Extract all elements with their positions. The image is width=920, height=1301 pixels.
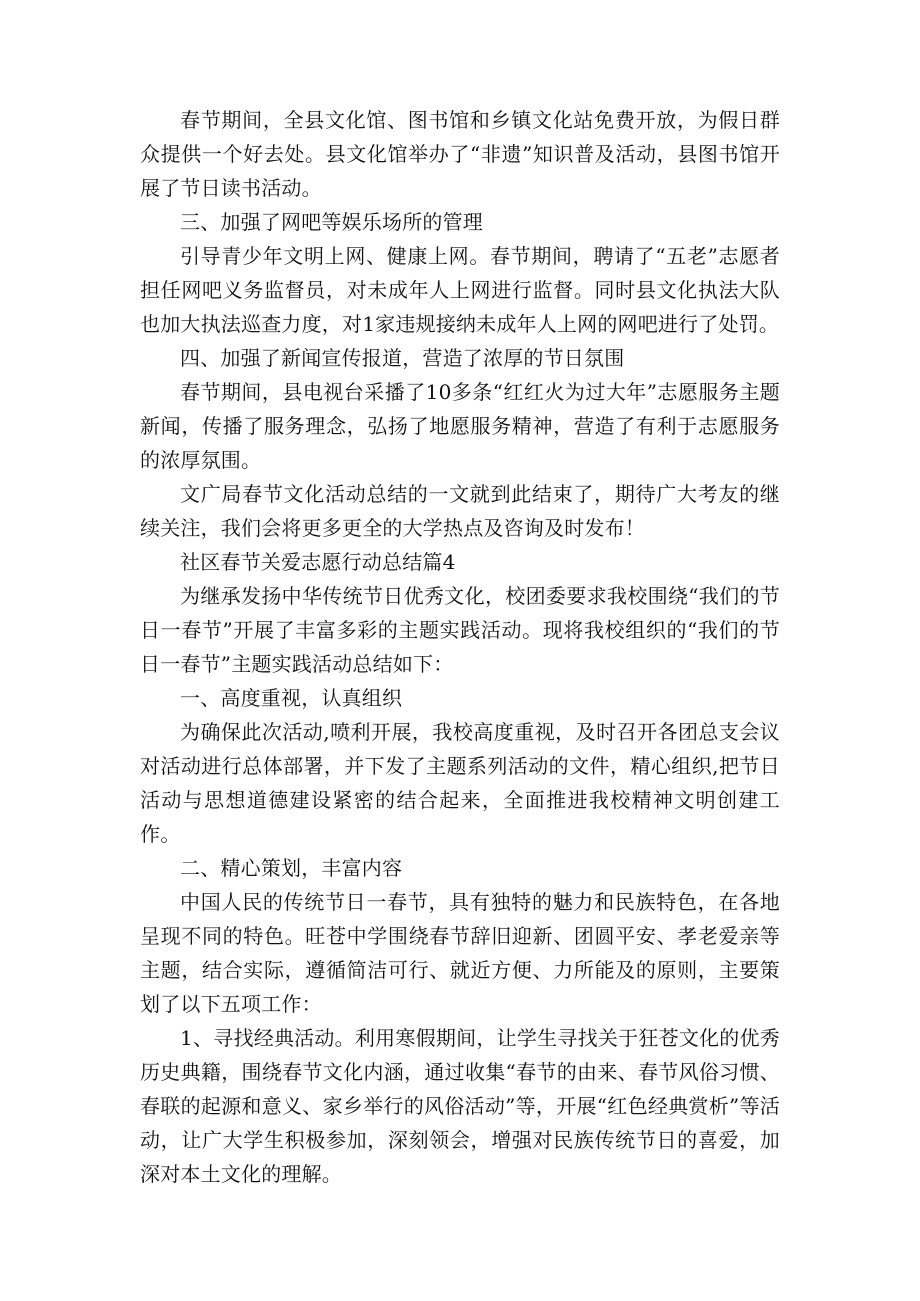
- section-title-part-4: 社区春节关爱志愿行动总结篇4: [180, 550, 456, 574]
- heading-internet-cafe-management: 三、加强了网吧等娱乐场所的管理: [180, 210, 483, 234]
- paragraph-classic-activities: 1、寻找经典活动。利用寒假期间，让学生寻找关于狂苍文化的优秀历史典籍，围绕春节文化内涵，通过收集“春节的由来、春节风俗习惯、春联的起源和意义、家乡举行的风俗活动”等，开展“红色经典赏析”等活动，让广大学生积极参加，深刻领会，增强对民族传统节日的喜爱，加深对本土文化的理解。: [140, 1026, 780, 1186]
- heading-news-publicity: 四、加强了新闻宣传报道，营造了浓厚的节日氛围: [180, 346, 625, 370]
- heading-careful-planning: 二、精心策划，丰富内容: [180, 856, 403, 880]
- paragraph-organization-deployment: 为确保此次活动,喷利开展，我校高度重视，及时召开各团总支会议对活动进行总体部署，并下发了主题系列活动的文件，精心组织,把节日活动与思想道德建设紧密的结合起来，全面推进我校精神文明创建工作。: [140, 720, 780, 846]
- document-body: [140, 103, 780, 1191]
- paragraph-school-festival-intro: 为继承发扬中华传统节日优秀文化，校团委要求我校围绕“我们的节日一春节”开展了丰富多彩的主题实践活动。现将我校组织的“我们的节日一春节”主题实践活动总结如下：: [140, 584, 780, 676]
- paragraph-festival-characteristics: 中国人民的传统节日一春节，具有独特的魅力和民族特色，在各地呈现不同的特色。旺苍中学围绕春节辞旧迎新、团圆平安、孝老爱亲等主题，结合实际，遵循简洁可行、就近方便、力所能及的原则，主要策划了以下五项工作：: [140, 890, 780, 1016]
- paragraph-cultural-venues-open: 春节期间，全县文化馆、图书馆和乡镇文化站免费开放，为假日群众提供一个好去处。县文化馆举办了“非遗”知识普及活动，县图书馆开展了节日读书活动。: [140, 108, 780, 200]
- heading-high-attention: 一、高度重视，认真组织: [180, 686, 403, 710]
- paragraph-closing-notice: 文广局春节文化活动总结的一文就到此结束了，期待广大考友的继续关注，我们会将更多更全的大学热点及咨询及时发布！: [140, 482, 780, 540]
- paragraph-tv-news-coverage: 春节期间，县电视台采播了10多条“红红火为过大年”志愿服务主题新闻，传播了服务理念，弘扬了地愿服务精神，营造了有利于志愿服务的浓厚氛围。: [140, 380, 780, 472]
- paragraph-youth-internet-supervision: 引导青少年文明上网、健康上网。春节期间，聘请了“五老”志愿者担任网吧义务监督员，对未成年人上网进行监督。同时县文化执法大队也加大执法巡查力度，对1家违规接纳未成年人上网的网吧进行了处罚。: [140, 244, 780, 336]
